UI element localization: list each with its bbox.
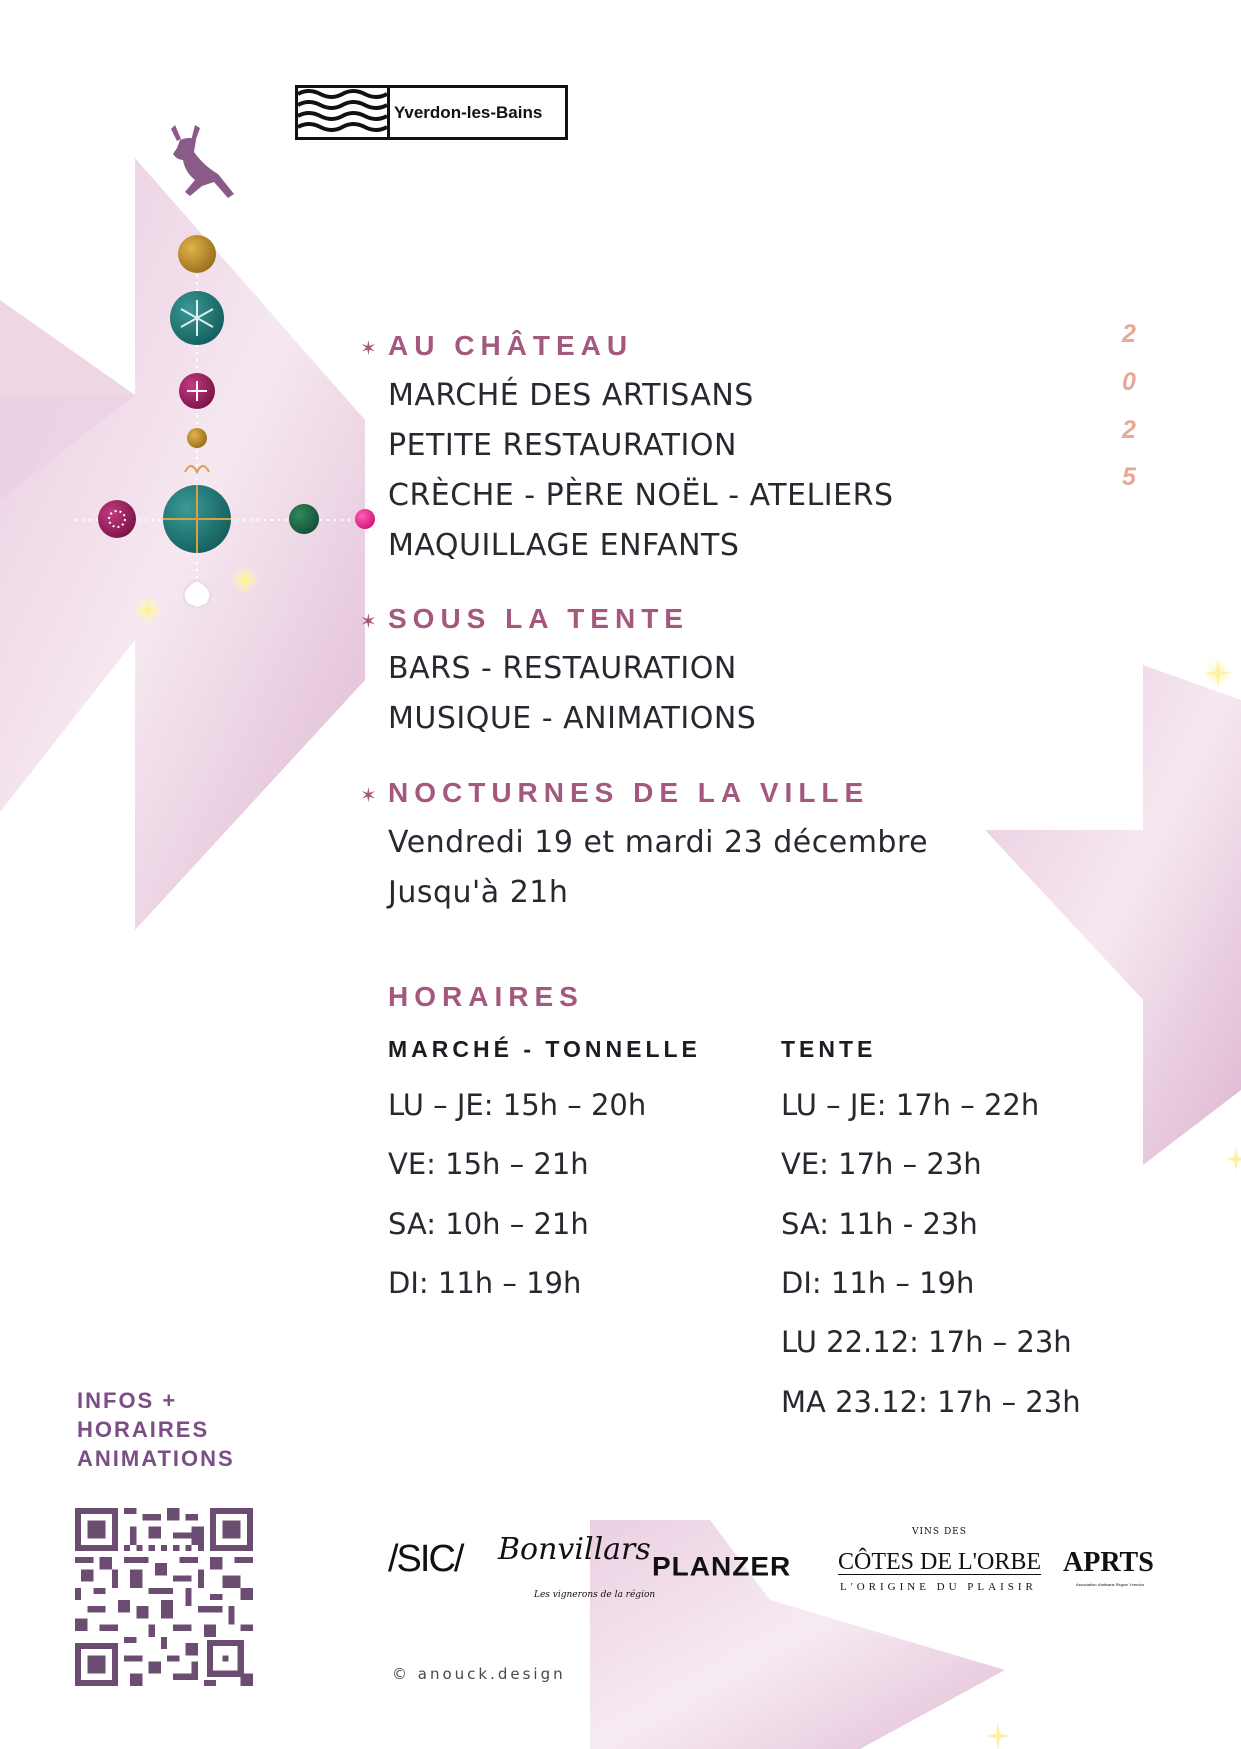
nocturnes-line: Vendredi 19 et mardi 23 décembre — [388, 825, 929, 860]
tent-hours-row: MA 23.12: 17h – 23h — [781, 1385, 1081, 1419]
qr-code[interactable] — [75, 1508, 253, 1686]
chateau-line: CRÈCHE - PÈRE NOËL - ATELIERS — [388, 478, 894, 513]
market-hours-row: LU – JE: 15h – 20h — [388, 1088, 647, 1122]
market-hours-heading: MARCHÉ - TONNELLE — [388, 1036, 701, 1062]
hours-title: HORAIRES — [388, 981, 584, 1012]
sponsor-bonvillars-tagline: Les vignerons de la région — [534, 1590, 656, 1600]
reindeer-icon — [171, 125, 234, 198]
tent-hours-row: LU 22.12: 17h – 23h — [781, 1325, 1072, 1359]
year-digit: 2 — [1122, 416, 1136, 444]
city-logo — [295, 85, 568, 140]
infos-line: HORAIRES — [77, 1417, 210, 1442]
sponsor-orbe-sub: L'ORIGINE DU PLAISIR — [840, 1581, 1037, 1593]
ornament-green — [289, 504, 319, 534]
nocturnes-line: Jusqu'à 21h — [388, 875, 569, 910]
waves-icon — [298, 88, 390, 137]
ornament-small-gold — [187, 428, 207, 448]
tent-hours-row: VE: 17h – 23h — [781, 1147, 982, 1181]
ornament-pink — [355, 509, 375, 529]
sponsor-orbe-top: VINS DES — [912, 1527, 967, 1537]
star-bullet-icon: ✶ — [360, 609, 377, 633]
chateau-line: MAQUILLAGE ENFANTS — [388, 528, 740, 563]
design-credit: © anouck.design — [392, 1665, 566, 1683]
sponsor-planzer-logo: PLANZER — [652, 1551, 792, 1582]
section-title-nocturnes: NOCTURNES DE LA VILLE — [388, 777, 870, 808]
sponsor-orbe-logo: CÔTES DE L'ORBE — [838, 1549, 1041, 1575]
tente-line: BARS - RESTAURATION — [388, 651, 737, 686]
market-hours-row: VE: 15h – 21h — [388, 1147, 589, 1181]
market-hours-row: DI: 11h – 19h — [388, 1266, 582, 1300]
sponsor-aprts-logo: APRTS — [1063, 1547, 1154, 1578]
year-digit: 0 — [1122, 368, 1136, 396]
ornament-left-magenta — [98, 500, 136, 538]
ornament-gold — [178, 235, 216, 273]
infos-line: ANIMATIONS — [77, 1446, 235, 1471]
sponsor-bonvillars-logo: Bonvillars — [498, 1532, 651, 1567]
chateau-line: MARCHÉ DES ARTISANS — [388, 378, 754, 413]
tente-line: MUSIQUE - ANIMATIONS — [388, 701, 757, 736]
tent-hours-row: LU – JE: 17h – 22h — [781, 1088, 1040, 1122]
section-title-chateau: AU CHÂTEAU — [388, 330, 634, 361]
tent-hours-row: SA: 11h - 23h — [781, 1207, 978, 1241]
section-title-tente: SOUS LA TENTE — [388, 603, 689, 634]
tent-hours-row: DI: 11h – 19h — [781, 1266, 975, 1300]
logo-text: Yverdon-les-Bains — [394, 102, 543, 122]
sponsor-aprts-sub: Association d'artisans Région Yverdon — [1076, 1582, 1145, 1587]
star-bullet-icon: ✶ — [360, 783, 377, 807]
tent-hours-heading: TENTE — [781, 1036, 877, 1062]
year-digit: 5 — [1122, 463, 1136, 491]
infos-line: INFOS + — [77, 1388, 178, 1413]
chateau-line: PETITE RESTAURATION — [388, 428, 737, 463]
year-digit: 2 — [1122, 320, 1136, 348]
star-bullet-icon: ✶ — [360, 336, 377, 360]
sponsor-sic-logo: /SIC/ — [388, 1538, 463, 1580]
market-hours-row: SA: 10h – 21h — [388, 1207, 589, 1241]
infos-label — [77, 1386, 235, 1473]
